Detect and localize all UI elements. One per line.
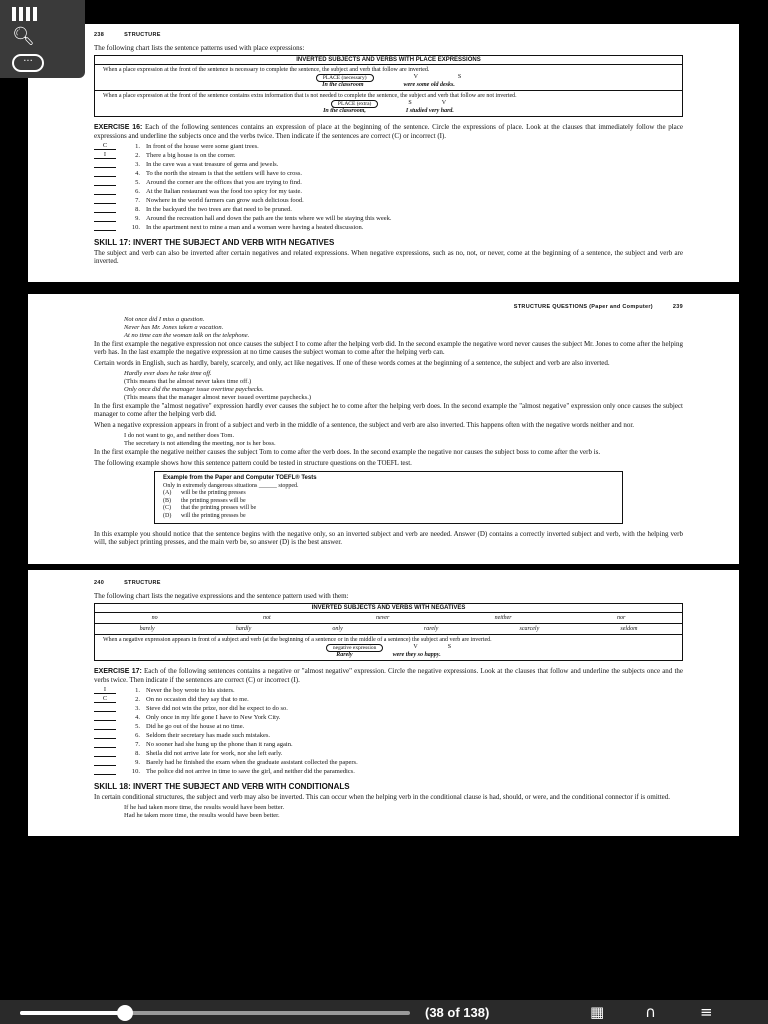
- example-sentence: Hardly ever does he take time off.: [124, 370, 212, 377]
- answer-blank[interactable]: [94, 713, 116, 721]
- example-note: (This means that he almost never takes time off.): [124, 378, 252, 385]
- chart-row-necessary: [95, 65, 682, 91]
- negative-word: scarcely: [519, 626, 540, 632]
- item-text: Nowhere in the world farmers can grow such delicious food.: [146, 197, 304, 204]
- item-text: Did he go out of the house at no time.: [146, 723, 245, 730]
- negative-word: seldom: [620, 626, 638, 632]
- example-sentence: Only once did the manager issue overtime paychecks.: [124, 386, 264, 393]
- item-number: 1.: [135, 687, 140, 694]
- paragraph: The following example shows how this sentence pattern could be tested in structure questions on the TOEFL test.: [94, 459, 412, 467]
- exercise-item: [94, 187, 683, 196]
- example-part: I studied very hard.: [405, 108, 454, 114]
- item-number: 8.: [135, 750, 140, 757]
- item-text: Seldom their secretary has made such mistakes.: [146, 732, 271, 739]
- option-text: the printing presses will be: [181, 497, 246, 504]
- chart-row-extra: [95, 91, 682, 116]
- item-number: 3.: [135, 161, 140, 168]
- item-number: 7.: [135, 197, 140, 204]
- example-part: were they so happy.: [392, 652, 441, 658]
- more-icon[interactable]: ···: [12, 54, 44, 72]
- item-number: 8.: [135, 206, 140, 213]
- item-text: In the cave was a vast treasure of gems and jewels.: [146, 161, 279, 168]
- chart-row-text: When a place expression at the front of the sentence is necessary to complete the sentence, the subject and verb that follow are inverted.: [103, 67, 430, 73]
- answer-blank[interactable]: [94, 187, 116, 195]
- example-sentence: The secretary is not attending the meeting, nor is her boss.: [124, 440, 276, 447]
- book-page-239: [28, 294, 739, 564]
- item-text: Around the corner are the offices that you are trying to find.: [146, 179, 302, 186]
- item-text: Barely had he finished the exam when the graduate assistant collected the papers.: [146, 759, 358, 766]
- skill-title: SKILL 17: INVERT THE SUBJECT AND VERB WITH NEGATIVES: [94, 238, 335, 247]
- answer-option: [163, 505, 614, 513]
- exercise-items: [94, 142, 683, 232]
- pattern-verb: V: [441, 100, 447, 106]
- exercise-item: [94, 704, 683, 713]
- chart-row-text: When a negative expression appears in front of a subject and verb (at the beginning of a sentence or in the middle of a sentence) the subject and verb are inverted.: [103, 637, 492, 643]
- paragraph: In the first example the negative expression not once causes the subject I to come after the helping verb did. In the second example the negative word never causes the subject Mr. Jones to come after the helping verb has. In the last example the negative expression at no time causes the subject woman to come after the helping verb can.: [94, 340, 683, 356]
- example-part: Rarely: [336, 652, 353, 658]
- answer-blank[interactable]: [94, 169, 116, 177]
- item-text: On no occasion did they say that to me.: [146, 696, 249, 703]
- box-stem: Only in extremely dangerous situations ______ stopped.: [163, 482, 299, 489]
- paragraph: When a negative expression appears in front of a subject and verb in the middle of a sentence, the subject and verb are also inverted. This happens often with the negative words neither and nor.: [94, 421, 635, 429]
- example-sentence: Never has Mr. Jones taken a vacation.: [124, 324, 224, 331]
- chart-title: INVERTED SUBJECTS AND VERBS WITH NEGATIVES: [95, 604, 682, 613]
- exercise-item: [94, 722, 683, 731]
- pattern-pill: negative expression: [326, 644, 384, 652]
- item-number: 6.: [135, 188, 140, 195]
- exercise-item: [94, 740, 683, 749]
- exercise-text: Each of the following sentences contains an expression of place at the beginning of the sentence. Circle the expressions of place. Look at the clauses that immediately follow the place expressions and underline the subjects once and the verbs twice. Then indicate if the sentences are correct (C) or incorrect (I).: [94, 123, 683, 140]
- scrubber-fill: [20, 1011, 125, 1015]
- scrubber-handle[interactable]: [117, 1005, 133, 1021]
- option-letter: (A): [163, 490, 172, 496]
- audio-icon[interactable]: ∩: [645, 1003, 656, 1021]
- page-number: 239: [672, 304, 683, 310]
- answer-blank[interactable]: [94, 749, 116, 757]
- item-text: Only once in my life gone I have to New York City.: [146, 714, 281, 721]
- negative-word: not: [262, 615, 271, 621]
- paragraph: In this example you should notice that the sentence begins with the negative only, so an inverted subject and verb are needed. Answer (D) contains a correctly inverted subject and verb, with the helping verb will, the subject printing presses, and the main verb be, so answer (D) is the best answer.: [94, 530, 683, 546]
- negative-word: nor: [616, 615, 626, 621]
- exercise-item: [94, 767, 683, 776]
- exercise-item: [94, 142, 683, 151]
- item-number: 4.: [135, 170, 140, 177]
- settings-icon[interactable]: ≡: [700, 1003, 713, 1021]
- example-sentence: Not once did I miss a question.: [124, 316, 205, 323]
- negative-word: no: [151, 615, 158, 621]
- answer-blank[interactable]: [94, 214, 116, 222]
- pattern-pill: PLACE (necessary): [316, 74, 374, 82]
- example-sentence: At no time can the woman talk on the telephone.: [124, 332, 250, 339]
- option-text: will be the printing presses: [181, 490, 246, 496]
- skill-text: In certain conditional structures, the subject and verb may also be inverted. This can occur when the helping verb in the conditional clause is had, should, or were, and the conditional connector if is omitted.: [94, 793, 671, 801]
- example-part: In the classroom,: [323, 108, 366, 114]
- reader-toolbar: [0, 0, 85, 78]
- answer-blank[interactable]: [94, 767, 116, 775]
- exercise-item: [94, 223, 683, 232]
- exercise-item: [94, 749, 683, 758]
- exercise-item: [94, 151, 683, 160]
- option-letter: (B): [163, 497, 171, 504]
- negative-word: rarely: [423, 626, 439, 632]
- answer-blank[interactable]: [94, 223, 116, 231]
- answer-blank[interactable]: [94, 731, 116, 739]
- item-number: 10.: [131, 768, 140, 775]
- pattern-verb: V: [413, 74, 418, 80]
- page-indicator: (38 of 138): [425, 1005, 490, 1020]
- exercise-item: [94, 169, 683, 178]
- page-number: 240: [94, 580, 105, 586]
- intro-text: The following chart lists the negative expressions and the sentence pattern used with them:: [94, 592, 349, 600]
- negative-word: neither: [494, 615, 512, 621]
- answer-blank[interactable]: [94, 205, 116, 213]
- option-letter: (C): [163, 505, 171, 511]
- option-text: that the printing presses will be: [181, 505, 257, 511]
- pattern-pill: PLACE (extra): [331, 100, 378, 108]
- item-text: At the Italian restaurant was the food too spicy for my taste.: [146, 188, 302, 195]
- chart-row-text: When a place expression at the front of the sentence contains extra information that is not needed to complete the sentence, the subject and verb that follow are not inverted.: [103, 93, 517, 99]
- search-icon[interactable]: 🔍︎: [12, 26, 35, 47]
- option-text: will the printing presses be: [181, 512, 246, 519]
- intro-text: The following chart lists the sentence patterns used with place expressions:: [94, 44, 305, 52]
- running-head: [94, 580, 683, 586]
- page-number: 238: [94, 32, 105, 38]
- header-title: STRUCTURE QUESTIONS (Paper and Computer): [513, 304, 653, 310]
- item-text: In the apartment next to mine a man and a woman were having a heated discussion.: [146, 224, 364, 231]
- exercise-instructions: [94, 667, 683, 684]
- exercise-item: [94, 205, 683, 214]
- negative-word: only: [332, 626, 343, 632]
- pattern-subject: S: [457, 74, 462, 80]
- exercise-items: [94, 686, 683, 776]
- answer-options: [163, 490, 614, 520]
- item-text: Around the recreation hall and down the path are the tents where we will be staying this week.: [146, 215, 392, 222]
- item-text: In front of the house were some giant trees.: [146, 143, 259, 150]
- toefl-example-box: [154, 471, 623, 524]
- item-text: Sheila did not arrive late for work, nor she left early.: [146, 750, 283, 757]
- exercise-item: [94, 686, 683, 695]
- item-number: 9.: [135, 215, 140, 222]
- exercise-item: [94, 178, 683, 187]
- place-expression-chart: [94, 55, 683, 117]
- running-head: [94, 304, 683, 310]
- negative-word: hardly: [235, 626, 252, 632]
- book-page-238: [28, 24, 739, 282]
- item-number: 10.: [131, 224, 140, 231]
- example-sentence: Had he taken more time, the results would have been better.: [124, 812, 280, 819]
- exercise-item: [94, 695, 683, 704]
- exercise-item: [94, 758, 683, 767]
- item-number: 4.: [135, 714, 140, 721]
- example-sentence: I do not want to go, and neither does Tom.: [124, 432, 235, 439]
- section-title: STRUCTURE: [124, 32, 161, 38]
- answer-blank[interactable]: [94, 160, 116, 168]
- paragraph: In the first example the "almost negative" expression hardly ever causes the subject he to come after the helping verb does. In the second example the "almost negative" expression only once causes the subject manager to come after the helping verb did.: [94, 402, 683, 418]
- skill-text: The subject and verb can also be inverted after certain negatives and related expressions. When negative expressions, such as no, not, or never, come at the beginning of a sentence, the subject and verb are inverted.: [94, 249, 683, 265]
- example-note: (This means that the manager almost never issued overtime paychecks.): [124, 394, 311, 401]
- answer-blank[interactable]: [94, 758, 116, 766]
- chart-rule: [95, 635, 682, 660]
- item-text: No sooner had she hung up the phone than it rang again.: [146, 741, 293, 748]
- negative-word: barely: [139, 626, 155, 632]
- exercise-label: EXERCISE 16:: [94, 124, 143, 131]
- item-number: 1.: [135, 143, 140, 150]
- exercise-text: Each of the following sentences contains a negative or "almost negative" expression. Circle the negative expressions. Look at the clauses that follow and underline the subjects once and the verbs twice. Then indicate if the sentences are correct (C) or incorrect (I).: [94, 667, 684, 684]
- negative-words-row: [95, 613, 682, 624]
- answer-blank[interactable]: [94, 722, 116, 730]
- chart-title: INVERTED SUBJECTS AND VERBS WITH PLACE EXPRESSIONS: [95, 56, 682, 65]
- running-head: [94, 32, 683, 38]
- grid-view-icon[interactable]: ▦: [590, 1003, 605, 1021]
- answer-blank[interactable]: [94, 740, 116, 748]
- item-text: To the north the stream is that the settlers will have to cross.: [146, 170, 303, 177]
- exercise-item: [94, 731, 683, 740]
- pattern-verb: V: [413, 644, 418, 650]
- item-text: In the backyard the two trees are that need to be pruned.: [146, 206, 292, 213]
- option-letter: (D): [163, 512, 172, 519]
- answer-blank[interactable]: C: [94, 142, 116, 150]
- answer-blank[interactable]: C: [94, 695, 116, 703]
- reader-bottom-bar: [0, 1000, 768, 1024]
- exercise-label: EXERCISE 17:: [94, 668, 142, 675]
- paragraph: In the first example the negative neither causes the subject Tom to come after the verb does. In the second example the negative nor causes the subject boss to come after the verb is.: [94, 448, 601, 456]
- pattern-subject: S: [447, 644, 452, 650]
- pattern-subject: S: [408, 100, 412, 106]
- answer-blank[interactable]: I: [94, 686, 116, 694]
- item-number: 5.: [135, 179, 140, 186]
- item-number: 7.: [135, 741, 140, 748]
- answer-blank[interactable]: I: [94, 151, 116, 159]
- item-number: 2.: [135, 152, 140, 159]
- item-number: 5.: [135, 723, 140, 730]
- exercise-item: [94, 160, 683, 169]
- item-text: Steve did not win the prize, nor did he expect to do so.: [146, 705, 288, 712]
- section-title: STRUCTURE: [124, 580, 161, 586]
- item-text: There a big house is on the corner.: [146, 152, 236, 159]
- item-text: The police did not arrive in time to save the girl, and neither did the paramedics.: [146, 768, 355, 775]
- item-number: 9.: [135, 759, 140, 766]
- box-title: Example from the Paper and Computer TOEFL® Tests: [163, 475, 317, 481]
- page-scrubber[interactable]: [20, 1011, 410, 1015]
- example-part: In the classroom: [322, 82, 364, 88]
- answer-blank[interactable]: [94, 178, 116, 186]
- item-text: Never the boy wrote to his sisters.: [146, 687, 235, 694]
- item-number: 3.: [135, 705, 140, 712]
- example-part: were some old desks.: [403, 82, 455, 88]
- skill-title: SKILL 18: INVERT THE SUBJECT AND VERB WITH CONDITIONALS: [94, 782, 350, 791]
- example-sentence: If he had taken more time, the results would have been better.: [124, 804, 285, 811]
- exercise-item: [94, 214, 683, 223]
- exercise-item: [94, 196, 683, 205]
- negative-words-row: [95, 624, 682, 635]
- answer-option: [163, 498, 614, 506]
- negative-word: never: [375, 615, 390, 621]
- exercise-item: [94, 713, 683, 722]
- exercise-instructions: [94, 123, 683, 140]
- answer-blank[interactable]: [94, 196, 116, 204]
- answer-blank[interactable]: [94, 704, 116, 712]
- paragraph: Certain words in English, such as hardly, barely, scarcely, and only, act like negatives. If one of these words comes at the beginning of a sentence, the subject and verb are also inverted.: [94, 359, 610, 367]
- answer-option: [163, 490, 614, 498]
- book-page-240: [28, 570, 739, 836]
- answer-option: [163, 513, 614, 521]
- item-number: 6.: [135, 732, 140, 739]
- item-number: 2.: [135, 696, 140, 703]
- negatives-chart: [94, 603, 683, 661]
- library-icon[interactable]: [12, 6, 42, 21]
